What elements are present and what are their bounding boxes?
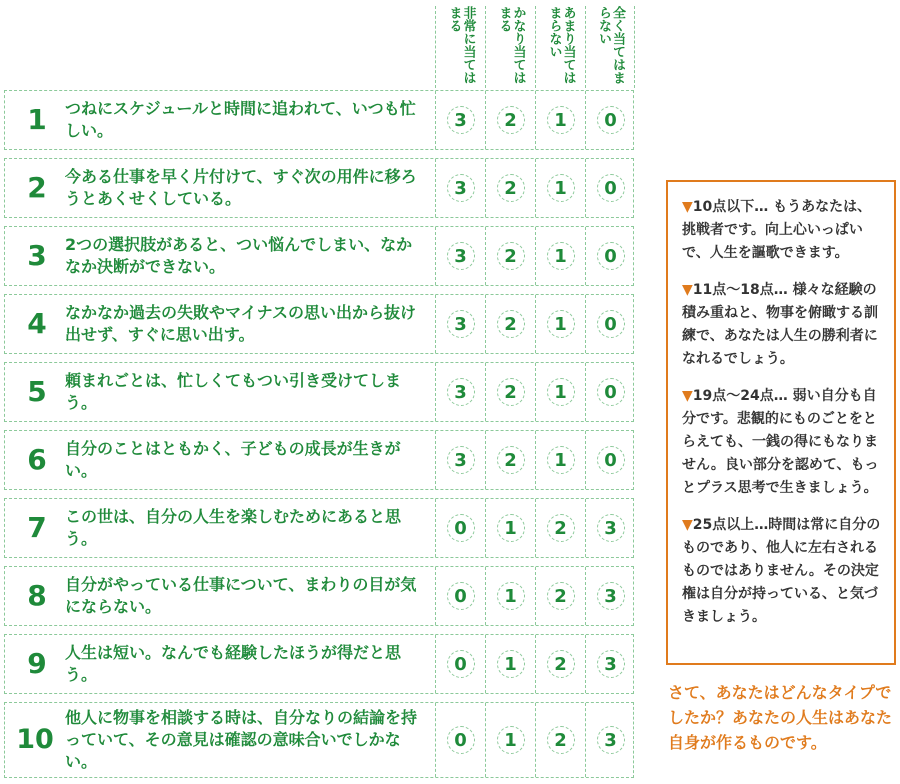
score-value: 0 [597,174,625,202]
question-text: 今ある仕事を早く片付けて、すぐ次の用件に移ろうとあくせくしている。 [65,167,417,208]
score-option[interactable] [535,227,585,285]
score-value: 2 [497,242,525,270]
score-value: 3 [447,446,475,474]
result-1: ▼10点以下… もうあなたは、挑戦者です。向上心いっぱいで、人生を謳歌できます。 [682,199,872,261]
score-option[interactable] [485,363,535,421]
score-option[interactable] [485,567,535,625]
score-option[interactable] [435,499,485,557]
score-option[interactable] [435,91,485,149]
question-text: なかなか過去の失敗やマイナスの思い出から抜け出せず、すぐに思い出す。 [65,303,417,344]
question-number: 3 [27,239,47,272]
question-text: 頼まれごとは、忙しくてもつい引き受けてしまう。 [65,371,402,412]
score-value: 1 [497,650,525,678]
score-value: 3 [597,650,625,678]
question-text: 人生は短い。なんでも経験したほうが得だと思う。 [65,643,402,684]
score-value: 2 [497,106,525,134]
score-value: 0 [597,378,625,406]
score-option[interactable] [435,159,485,217]
score-value: 1 [547,174,575,202]
question-number: 10 [16,724,54,755]
question-row [4,498,634,558]
score-option[interactable] [585,635,635,693]
score-option[interactable] [535,499,585,557]
score-option[interactable] [535,295,585,353]
score-value: 1 [547,310,575,338]
score-value: 0 [597,446,625,474]
score-value: 2 [497,446,525,474]
score-value: 1 [547,106,575,134]
question-number: 5 [27,375,47,408]
score-option[interactable] [485,635,535,693]
score-option[interactable] [485,159,535,217]
question-number: 9 [27,647,47,680]
score-value: 1 [497,582,525,610]
question-text: つねにスケジュールと時間に追われて、いつも忙しい。 [65,99,416,140]
question-row [4,566,634,626]
question-number: 2 [27,171,47,204]
column-header-label: あまり当てはまらない [546,6,576,84]
score-value: 0 [597,106,625,134]
score-value: 2 [547,514,575,542]
column-header-label: 非常に当てはまる [446,6,476,84]
score-value: 1 [547,378,575,406]
result-3: ▼19点〜24点… 弱い自分も自分です。悲観的にものごとをとらえても、一銭の得にもなりません。良い部分を認めて、もっとプラス思考で生きましょう。 [682,388,879,496]
score-option[interactable] [485,499,535,557]
score-value: 0 [447,582,475,610]
score-option[interactable] [585,159,635,217]
score-value: 2 [497,310,525,338]
question-number: 4 [27,307,47,340]
column-header-1 [435,6,485,88]
question-row [4,158,634,218]
score-value: 2 [497,378,525,406]
question-text: 自分のことはともかく、子どもの成長が生きがい。 [65,439,401,480]
question-text: 他人に物事を相談する時は、自分なりの結論を持っていて、その意見は確認の意味合いでしかない。 [65,708,418,771]
question-text: この世は、自分の人生を楽しむためにあると思う。 [65,507,402,548]
score-value: 1 [547,242,575,270]
score-value: 3 [447,174,475,202]
question-text: 自分がやっている仕事について、まわりの目が気にならない。 [65,575,417,616]
score-value: 3 [597,514,625,542]
closing-message: さて、あなたはどんなタイプでしたか？あなたの人生はあなた自身が作るものです。 [668,683,893,752]
score-value: 3 [447,106,475,134]
question-row [4,294,634,354]
score-option[interactable] [485,227,535,285]
question-text: 2つの選択肢があると、つい悩んでしまい、なかなか決断ができない。 [65,235,413,276]
score-option[interactable] [585,431,635,489]
score-option[interactable] [435,363,485,421]
score-option[interactable] [435,295,485,353]
score-value: 1 [497,514,525,542]
score-option[interactable] [585,703,635,777]
score-value: 2 [547,582,575,610]
score-option[interactable] [535,363,585,421]
score-value: 0 [597,242,625,270]
score-value: 3 [447,310,475,338]
question-row [4,226,634,286]
score-option[interactable] [435,227,485,285]
question-number: 1 [27,103,47,136]
score-option[interactable] [585,499,635,557]
score-option[interactable] [485,431,535,489]
score-value: 0 [447,726,475,754]
score-option[interactable] [435,567,485,625]
score-value: 3 [447,242,475,270]
question-row [4,702,634,778]
score-value: 1 [497,726,525,754]
score-value: 0 [447,514,475,542]
score-option[interactable] [485,703,535,777]
question-row [4,90,634,150]
column-header-4 [585,6,635,88]
column-header-label: かなり当てはまる [496,6,526,84]
column-header-3 [535,6,585,88]
score-option[interactable] [535,159,585,217]
score-option[interactable] [585,227,635,285]
question-row [4,634,634,694]
score-option[interactable] [535,703,585,777]
score-option[interactable] [585,363,635,421]
score-option[interactable] [435,703,485,777]
score-option[interactable] [585,567,635,625]
score-value: 2 [547,650,575,678]
score-option[interactable] [435,431,485,489]
score-option[interactable] [585,91,635,149]
score-option[interactable] [435,635,485,693]
question-number: 7 [27,511,47,544]
score-value: 3 [597,582,625,610]
score-value: 1 [547,446,575,474]
question-row [4,362,634,422]
question-number: 6 [27,443,47,476]
score-value: 3 [447,378,475,406]
score-option[interactable] [485,295,535,353]
score-value: 2 [547,726,575,754]
score-option[interactable] [585,295,635,353]
column-header-label: 全く当てはまらない [596,6,625,84]
score-option[interactable] [535,431,585,489]
result-panel [666,180,896,665]
score-option[interactable] [535,91,585,149]
question-row [4,430,634,490]
score-option[interactable] [535,635,585,693]
score-option[interactable] [535,567,585,625]
score-value: 2 [497,174,525,202]
score-value: 3 [597,726,625,754]
question-number: 8 [27,579,47,612]
column-header-2 [485,6,535,88]
score-value: 0 [447,650,475,678]
result-4: ▼25点以上…時間は常に自分のものであり、他人に左右されるものではありません。その決定権は自分が持っている、と気づきましょう。 [682,517,881,625]
score-value: 0 [597,310,625,338]
result-2: ▼11点〜18点… 様々な経験の積み重ねと、物事を俯瞰する訓練で、あなたは人生の勝利者になれるでしょう。 [682,282,878,367]
score-option[interactable] [485,91,535,149]
